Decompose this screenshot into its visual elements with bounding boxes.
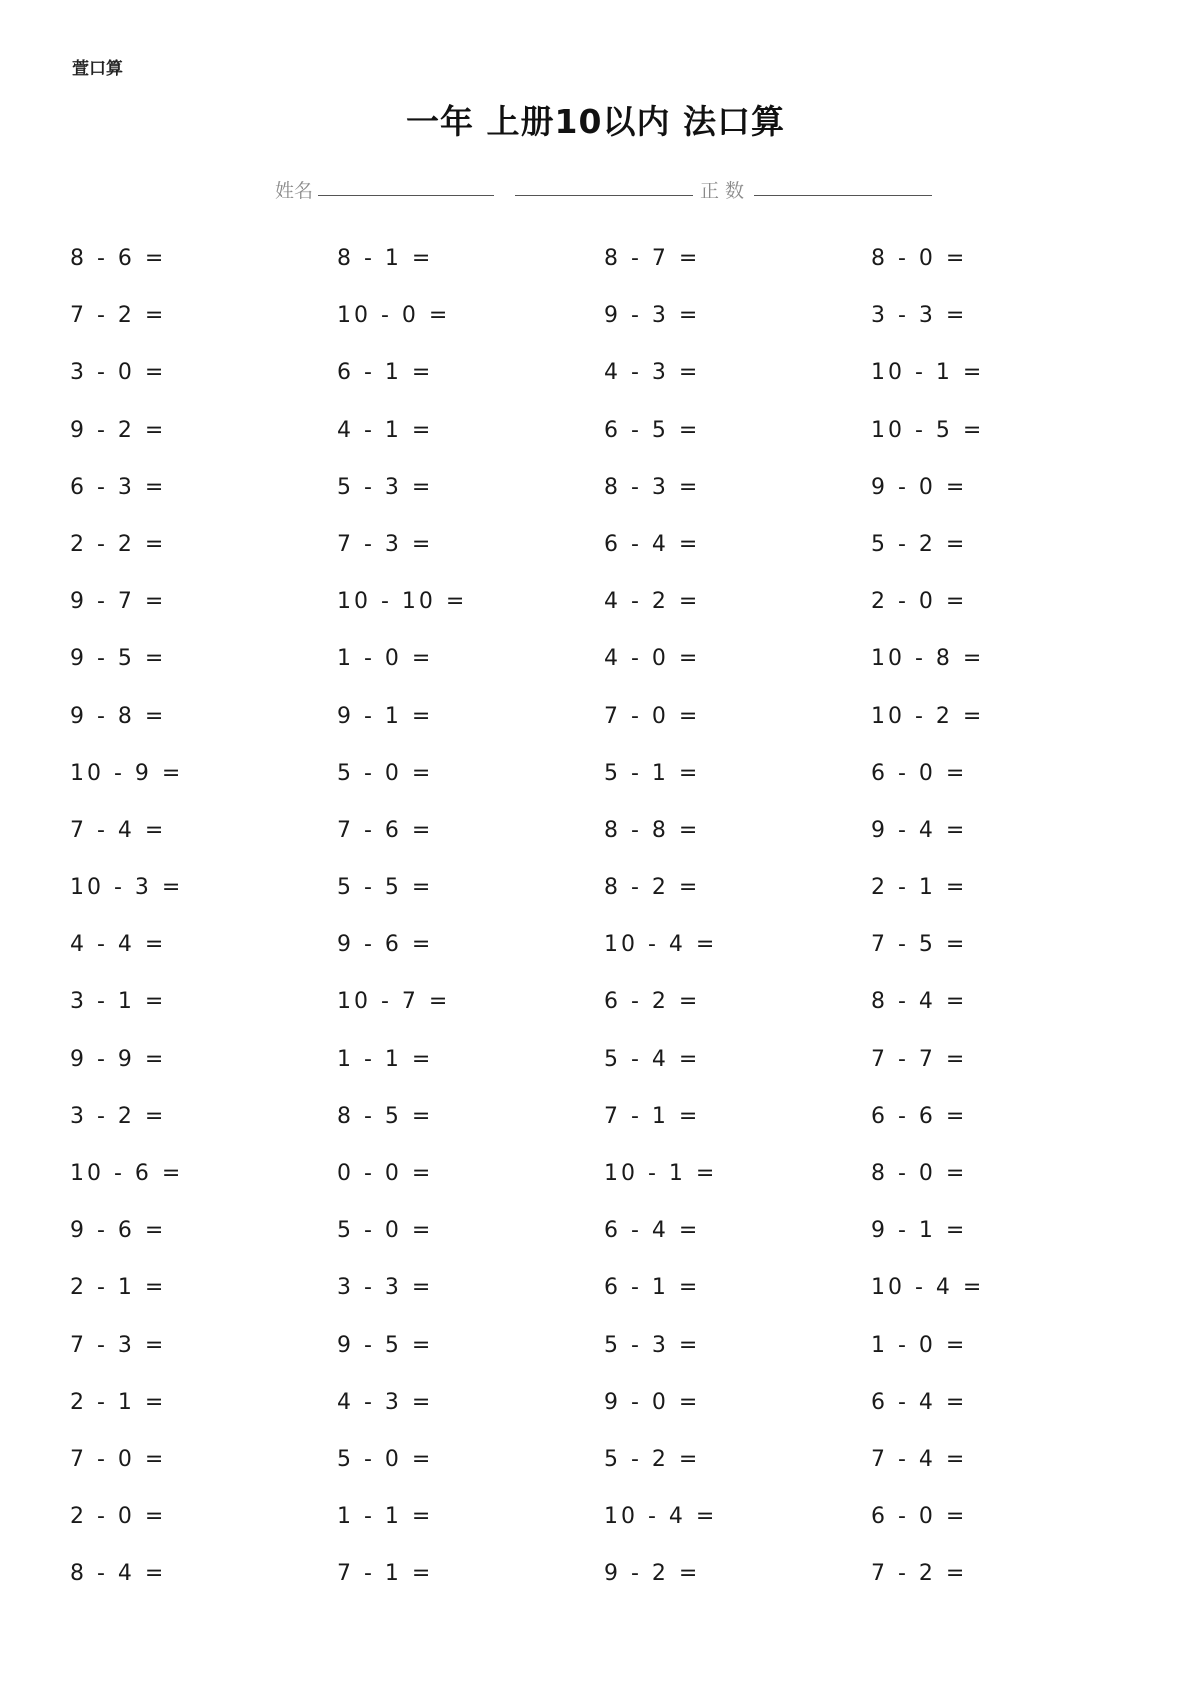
arithmetic-problem: 8 - 2 =: [604, 875, 701, 901]
arithmetic-problem: 10 - 9 =: [70, 760, 184, 786]
name-label: 姓名: [275, 180, 314, 202]
arithmetic-problem: 5 - 2 =: [604, 1446, 701, 1472]
arithmetic-problem: 6 - 6 =: [871, 1103, 968, 1129]
arithmetic-problem: 8 - 0 =: [871, 1161, 968, 1186]
arithmetic-problem: 7 - 3 =: [70, 1332, 167, 1358]
arithmetic-problem: 6 - 0 =: [871, 1504, 968, 1530]
arithmetic-problem: 3 - 0 =: [70, 360, 167, 386]
arithmetic-problem: 2 - 1 =: [70, 1275, 167, 1301]
arithmetic-problem: 5 - 3 =: [604, 1332, 701, 1358]
arithmetic-problem: 9 - 3 =: [604, 303, 701, 329]
score-label: 正 数: [700, 180, 745, 202]
arithmetic-problem: 1 - 1 =: [337, 1504, 434, 1530]
arithmetic-problem: 5 - 4 =: [604, 1046, 701, 1072]
arithmetic-problem: 7 - 6 =: [337, 817, 434, 843]
arithmetic-problem: 2 - 1 =: [871, 875, 968, 901]
arithmetic-problem: 9 - 5 =: [70, 646, 167, 672]
arithmetic-problem: 2 - 1 =: [70, 1389, 167, 1415]
arithmetic-problem: 4 - 4 =: [70, 932, 167, 958]
arithmetic-problem: 5 - 1 =: [604, 760, 701, 786]
name-field-line[interactable]: [318, 195, 494, 196]
arithmetic-problem: 2 - 0 =: [70, 1504, 167, 1530]
arithmetic-problem: 9 - 7 =: [70, 589, 167, 615]
arithmetic-problem: 8 - 0 =: [871, 246, 968, 271]
arithmetic-problem: 6 - 2 =: [604, 989, 701, 1015]
arithmetic-problem: 6 - 1 =: [604, 1275, 701, 1301]
arithmetic-problem: 5 - 3 =: [337, 474, 434, 500]
arithmetic-problem: 6 - 3 =: [70, 474, 167, 500]
arithmetic-problem: 10 - 7 =: [337, 989, 451, 1015]
arithmetic-problem: 8 - 1 =: [337, 246, 434, 271]
arithmetic-problem: 4 - 0 =: [604, 646, 701, 672]
arithmetic-problem: 7 - 3 =: [337, 531, 434, 557]
score-field-line[interactable]: [754, 195, 932, 196]
arithmetic-problem: 6 - 4 =: [871, 1389, 968, 1415]
page-title: 一年 上册10以内 法口算: [406, 102, 785, 141]
arithmetic-problem: 10 - 4 =: [871, 1275, 985, 1301]
arithmetic-problem: 10 - 4 =: [604, 1504, 718, 1530]
arithmetic-problem: 8 - 8 =: [604, 817, 701, 843]
student-info-row: [275, 176, 935, 202]
arithmetic-problem: 8 - 7 =: [604, 246, 701, 271]
arithmetic-problem: 3 - 2 =: [70, 1103, 167, 1129]
arithmetic-problem: 5 - 0 =: [337, 760, 434, 786]
arithmetic-problem: 8 - 5 =: [337, 1103, 434, 1129]
arithmetic-problem: 10 - 5 =: [871, 417, 985, 443]
arithmetic-problem: 4 - 1 =: [337, 417, 434, 443]
arithmetic-problem: 9 - 5 =: [337, 1332, 434, 1358]
arithmetic-problem: 6 - 0 =: [871, 760, 968, 786]
arithmetic-problem: 9 - 1 =: [871, 1218, 968, 1244]
problem-grid: [70, 245, 1138, 1618]
arithmetic-problem: 10 - 6 =: [70, 1161, 184, 1186]
arithmetic-problem: 8 - 4 =: [70, 1561, 167, 1587]
arithmetic-problem: 6 - 5 =: [604, 417, 701, 443]
arithmetic-problem: 9 - 2 =: [70, 417, 167, 443]
arithmetic-problem: 1 - 1 =: [337, 1046, 434, 1072]
arithmetic-problem: 8 - 6 =: [70, 246, 167, 271]
arithmetic-problem: 3 - 3 =: [871, 303, 968, 329]
arithmetic-problem: 10 - 1 =: [604, 1161, 718, 1186]
arithmetic-problem: 7 - 4 =: [871, 1446, 968, 1472]
arithmetic-problem: 1 - 0 =: [337, 646, 434, 672]
arithmetic-problem: 9 - 9 =: [70, 1046, 167, 1072]
arithmetic-problem: 10 - 3 =: [70, 875, 184, 901]
arithmetic-problem: 4 - 3 =: [604, 360, 701, 386]
arithmetic-problem: 3 - 1 =: [70, 989, 167, 1015]
arithmetic-problem: 10 - 2 =: [871, 703, 985, 729]
arithmetic-problem: 10 - 8 =: [871, 646, 985, 672]
arithmetic-problem: 10 - 4 =: [604, 932, 718, 958]
arithmetic-problem: 4 - 3 =: [337, 1389, 434, 1415]
arithmetic-problem: 4 - 2 =: [604, 589, 701, 615]
arithmetic-problem: 5 - 0 =: [337, 1218, 434, 1244]
arithmetic-problem: 9 - 0 =: [871, 474, 968, 500]
arithmetic-problem: 7 - 2 =: [871, 1561, 968, 1587]
arithmetic-problem: 7 - 7 =: [871, 1046, 968, 1072]
arithmetic-problem: 9 - 4 =: [871, 817, 968, 843]
arithmetic-problem: 2 - 2 =: [70, 531, 167, 557]
arithmetic-problem: 6 - 4 =: [604, 1218, 701, 1244]
arithmetic-problem: 7 - 0 =: [70, 1446, 167, 1472]
arithmetic-problem: 6 - 4 =: [604, 531, 701, 557]
arithmetic-problem: 7 - 4 =: [70, 817, 167, 843]
arithmetic-problem: 9 - 8 =: [70, 703, 167, 729]
arithmetic-problem: 5 - 2 =: [871, 531, 968, 557]
arithmetic-problem: 10 - 10 =: [337, 589, 468, 615]
arithmetic-problem: 7 - 1 =: [604, 1103, 701, 1129]
arithmetic-problem: 5 - 5 =: [337, 875, 434, 901]
header-tag: 萱口算: [72, 59, 123, 79]
arithmetic-problem: 10 - 0 =: [337, 303, 451, 329]
arithmetic-problem: 1 - 0 =: [871, 1332, 968, 1358]
arithmetic-problem: 9 - 1 =: [337, 703, 434, 729]
blank-field-line[interactable]: [515, 195, 693, 196]
arithmetic-problem: 8 - 3 =: [604, 474, 701, 500]
arithmetic-problem: 6 - 1 =: [337, 360, 434, 386]
arithmetic-problem: 2 - 0 =: [871, 589, 968, 615]
arithmetic-problem: 9 - 2 =: [604, 1561, 701, 1587]
arithmetic-problem: 0 - 0 =: [337, 1161, 434, 1186]
arithmetic-problem: 7 - 5 =: [871, 932, 968, 958]
arithmetic-problem: 5 - 0 =: [337, 1446, 434, 1472]
arithmetic-problem: 10 - 1 =: [871, 360, 985, 386]
arithmetic-problem: 7 - 0 =: [604, 703, 701, 729]
arithmetic-problem: 9 - 6 =: [70, 1218, 167, 1244]
arithmetic-problem: 8 - 4 =: [871, 989, 968, 1015]
arithmetic-problem: 3 - 3 =: [337, 1275, 434, 1301]
arithmetic-problem: 7 - 2 =: [70, 303, 167, 329]
arithmetic-problem: 9 - 6 =: [337, 932, 434, 958]
arithmetic-problem: 7 - 1 =: [337, 1561, 434, 1587]
arithmetic-problem: 9 - 0 =: [604, 1389, 701, 1415]
